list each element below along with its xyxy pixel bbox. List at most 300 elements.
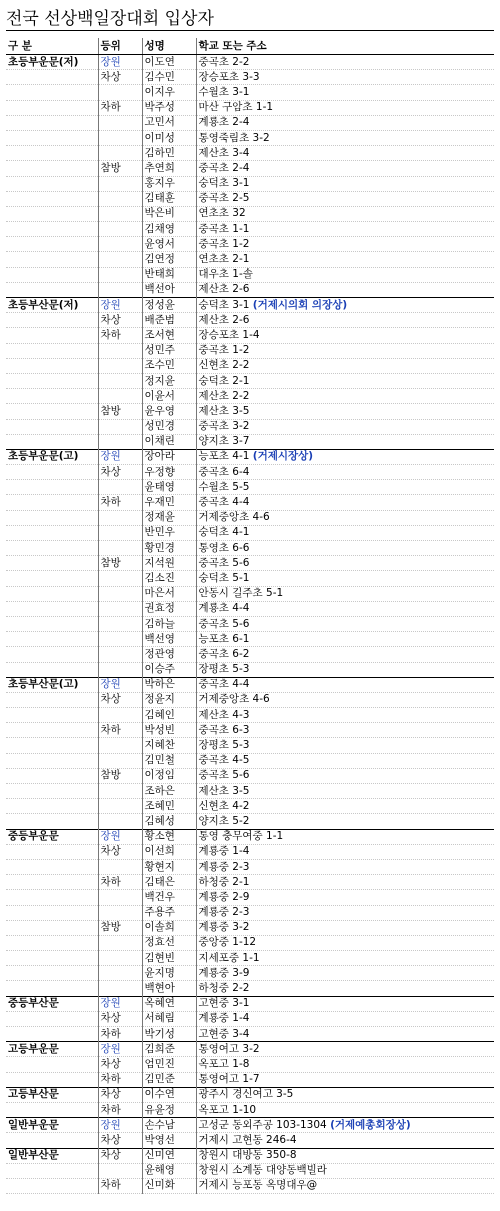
- school-cell: [196, 449, 494, 464]
- table-row: [6, 1102, 494, 1117]
- school-cell: [196, 632, 494, 647]
- name-cell: 이지우: [142, 85, 196, 100]
- rank-cell: [98, 480, 142, 495]
- table-row: [6, 951, 494, 966]
- category-cell: [6, 282, 98, 297]
- name-cell: 윤지명: [142, 966, 196, 981]
- school-text: 중앙중 1-12: [198, 936, 257, 949]
- school-text: 중곡초 1-1: [198, 222, 250, 235]
- category-cell: [6, 981, 98, 996]
- rank-cell: [98, 738, 142, 753]
- school-text: 계룡중 3-2: [198, 921, 250, 934]
- school-cell: [196, 905, 494, 920]
- name-cell: 김민철: [142, 753, 196, 768]
- rank-cell: 차상: [98, 1057, 142, 1072]
- name-cell: 이선희: [142, 844, 196, 859]
- category-cell: [6, 799, 98, 814]
- category-cell: [6, 130, 98, 145]
- name-cell: 신미화: [142, 1178, 196, 1193]
- name-cell: 우정향: [142, 465, 196, 480]
- rank-cell: [98, 647, 142, 662]
- rank-cell: [98, 373, 142, 388]
- school-text: 양지초 5-2: [198, 814, 250, 827]
- category-cell: [6, 905, 98, 920]
- school-cell: [196, 799, 494, 814]
- name-cell: 윤우영: [142, 404, 196, 419]
- school-cell: [196, 829, 494, 844]
- table-row: [6, 419, 494, 434]
- school-cell: [196, 1133, 494, 1148]
- award-note: (거제시장상): [252, 450, 314, 463]
- rank-cell: [98, 222, 142, 237]
- category-cell: [6, 267, 98, 282]
- page-title: 전국 선상백일장대회 입상자: [6, 9, 214, 29]
- rank-cell: 차상: [98, 1133, 142, 1148]
- school-cell: [196, 708, 494, 723]
- name-cell: 백선아: [142, 282, 196, 297]
- rank-cell: [98, 632, 142, 647]
- rank-cell: 차상: [98, 1148, 142, 1163]
- school-cell: [196, 875, 494, 890]
- rank-cell: [98, 616, 142, 631]
- school-cell: [196, 677, 494, 692]
- category-cell: [6, 434, 98, 449]
- table-row: [6, 282, 494, 297]
- category-cell: 초등부산문(고): [6, 677, 98, 692]
- category-cell: 고등부운문: [6, 1042, 98, 1057]
- name-cell: 김하늘: [142, 616, 196, 631]
- name-cell: 지혜찬: [142, 738, 196, 753]
- school-cell: [196, 328, 494, 343]
- rank-cell: [98, 951, 142, 966]
- school-cell: [196, 1118, 494, 1133]
- table-row: [6, 723, 494, 738]
- school-text: 중곡초 6-4: [198, 465, 250, 478]
- name-cell: 조서현: [142, 328, 196, 343]
- school-cell: [196, 844, 494, 859]
- table-row: [6, 343, 494, 358]
- table-row: [6, 495, 494, 510]
- name-cell: 정재윤: [142, 510, 196, 525]
- table-row: [6, 1027, 494, 1042]
- rank-cell: [98, 981, 142, 996]
- school-cell: [196, 267, 494, 282]
- school-cell: [196, 692, 494, 707]
- school-cell: [196, 784, 494, 799]
- name-cell: 정성윤: [142, 298, 196, 313]
- category-cell: [6, 146, 98, 161]
- rank-cell: 차하: [98, 723, 142, 738]
- table-row: [6, 571, 494, 586]
- rank-cell: [98, 146, 142, 161]
- school-cell: [196, 966, 494, 981]
- table-row: [6, 935, 494, 950]
- school-cell: [196, 146, 494, 161]
- school-cell: [196, 601, 494, 616]
- category-cell: [6, 252, 98, 267]
- school-text: 장승포초 1-4: [198, 328, 260, 341]
- table-row: [6, 206, 494, 221]
- name-cell: 박기성: [142, 1027, 196, 1042]
- category-cell: [6, 1027, 98, 1042]
- school-cell: [196, 723, 494, 738]
- school-text: 중곡초 4-5: [198, 754, 250, 767]
- school-cell: [196, 55, 494, 70]
- school-text: 계룡초 2-4: [198, 116, 250, 129]
- name-cell: 이솔희: [142, 920, 196, 935]
- school-text: 중곡초 1-2: [198, 237, 250, 250]
- school-text: 하청중 2-2: [198, 982, 250, 995]
- rank-cell: [98, 935, 142, 950]
- table-row: [6, 100, 494, 115]
- name-cell: 성민주: [142, 343, 196, 358]
- name-cell: 백건우: [142, 890, 196, 905]
- school-text: 장평초 5-3: [198, 663, 250, 676]
- school-text: 제산초 3-5: [198, 404, 250, 417]
- table-row: [6, 1148, 494, 1163]
- category-cell: [6, 571, 98, 586]
- category-cell: [6, 875, 98, 890]
- category-cell: 초등부운문(저): [6, 55, 98, 70]
- header-name: 성명: [142, 38, 196, 55]
- school-cell: [196, 1087, 494, 1102]
- name-cell: 이수연: [142, 1087, 196, 1102]
- category-cell: [6, 161, 98, 176]
- category-cell: [6, 951, 98, 966]
- name-cell: 김혜성: [142, 814, 196, 829]
- school-cell: [196, 389, 494, 404]
- table-row: [6, 753, 494, 768]
- school-cell: [196, 768, 494, 783]
- school-cell: [196, 85, 494, 100]
- school-cell: [196, 1163, 494, 1178]
- school-cell: [196, 222, 494, 237]
- rank-cell: [98, 434, 142, 449]
- rank-cell: [98, 525, 142, 540]
- school-text: 하청중 2-1: [198, 875, 250, 888]
- rank-cell: 차상: [98, 70, 142, 85]
- header-category: 구 분: [6, 38, 98, 55]
- school-cell: [196, 556, 494, 571]
- school-text: 제산초 2-2: [198, 389, 250, 402]
- table-row: [6, 784, 494, 799]
- category-cell: 초등부운문(고): [6, 449, 98, 464]
- table-row: [6, 85, 494, 100]
- school-cell: [196, 1178, 494, 1193]
- rank-cell: [98, 586, 142, 601]
- name-cell: 반태희: [142, 267, 196, 282]
- school-cell: [196, 1011, 494, 1026]
- table-row: [6, 1072, 494, 1087]
- school-text: 거제시 고현동 246-4: [198, 1133, 297, 1146]
- name-cell: 김채영: [142, 222, 196, 237]
- table-row: [6, 115, 494, 130]
- school-cell: [196, 206, 494, 221]
- table-row: [6, 465, 494, 480]
- name-cell: 윤해영: [142, 1163, 196, 1178]
- school-text: 숭덕초 5-1: [198, 571, 250, 584]
- category-cell: [6, 313, 98, 328]
- category-cell: [6, 373, 98, 388]
- rank-cell: 차하: [98, 100, 142, 115]
- rank-cell: 장원: [98, 996, 142, 1011]
- school-cell: [196, 465, 494, 480]
- school-text: 중곡초 2-2: [198, 55, 250, 68]
- name-cell: 조하은: [142, 784, 196, 799]
- rank-cell: 차상: [98, 844, 142, 859]
- school-cell: [196, 1148, 494, 1163]
- category-cell: [6, 844, 98, 859]
- rank-cell: [98, 85, 142, 100]
- rank-cell: 장원: [98, 677, 142, 692]
- rank-cell: [98, 419, 142, 434]
- category-cell: [6, 541, 98, 556]
- category-cell: [6, 480, 98, 495]
- school-text: 거제중앙초 4-6: [198, 511, 270, 524]
- name-cell: 박하은: [142, 677, 196, 692]
- school-cell: [196, 616, 494, 631]
- school-text: 고현중 3-1: [198, 997, 250, 1010]
- award-note: (거제예총회장상): [330, 1118, 411, 1131]
- category-cell: [6, 85, 98, 100]
- rank-cell: [98, 176, 142, 191]
- name-cell: 김태훈: [142, 191, 196, 206]
- name-cell: 김연정: [142, 252, 196, 267]
- table-row: [6, 55, 494, 70]
- school-text: 계룡중 1-4: [198, 1012, 250, 1025]
- name-cell: 장아라: [142, 449, 196, 464]
- rank-cell: 차상: [98, 465, 142, 480]
- school-cell: [196, 373, 494, 388]
- table-row: [6, 404, 494, 419]
- rank-cell: 장원: [98, 55, 142, 70]
- school-cell: [196, 859, 494, 874]
- name-cell: 정관영: [142, 647, 196, 662]
- table-row: [6, 480, 494, 495]
- category-cell: [6, 1133, 98, 1148]
- rank-cell: [98, 206, 142, 221]
- name-cell: 김희준: [142, 1042, 196, 1057]
- school-text: 숭덕초 3-1: [198, 177, 250, 190]
- school-text: 중곡초 3-2: [198, 420, 250, 433]
- rank-cell: [98, 799, 142, 814]
- rank-cell: [98, 510, 142, 525]
- rank-cell: [98, 389, 142, 404]
- table-row: [6, 252, 494, 267]
- school-text: 계룡중 2-9: [198, 890, 250, 903]
- name-cell: 정효선: [142, 935, 196, 950]
- rank-cell: 차상: [98, 1087, 142, 1102]
- table-row: [6, 146, 494, 161]
- school-text: 통영 충무여중 1-1: [198, 830, 284, 843]
- school-cell: [196, 100, 494, 115]
- rank-cell: 차상: [98, 313, 142, 328]
- rank-cell: [98, 191, 142, 206]
- category-cell: [6, 206, 98, 221]
- rank-cell: 장원: [98, 829, 142, 844]
- name-cell: 손수남: [142, 1118, 196, 1133]
- name-cell: 박영선: [142, 1133, 196, 1148]
- table-row: [6, 541, 494, 556]
- school-text: 중곡초 5-6: [198, 556, 250, 569]
- name-cell: 김민준: [142, 1072, 196, 1087]
- category-cell: [6, 70, 98, 85]
- category-cell: [6, 586, 98, 601]
- name-cell: 김혜인: [142, 708, 196, 723]
- school-text: 거제시 능포동 옥명대우@: [198, 1179, 318, 1192]
- name-cell: 이미성: [142, 130, 196, 145]
- rank-cell: 차하: [98, 1102, 142, 1117]
- school-cell: [196, 1027, 494, 1042]
- category-cell: [6, 814, 98, 829]
- rank-cell: 장원: [98, 1118, 142, 1133]
- rank-cell: [98, 571, 142, 586]
- rank-cell: [98, 753, 142, 768]
- school-cell: [196, 1102, 494, 1117]
- rank-cell: [98, 784, 142, 799]
- table-row: [6, 70, 494, 85]
- school-text: 양지초 3-7: [198, 435, 250, 448]
- school-cell: [196, 480, 494, 495]
- category-cell: [6, 935, 98, 950]
- rank-cell: [98, 358, 142, 373]
- table-row: [6, 222, 494, 237]
- table-row: [6, 328, 494, 343]
- table-row: [6, 1042, 494, 1057]
- category-cell: [6, 358, 98, 373]
- category-cell: 초등부산문(저): [6, 298, 98, 313]
- table-row: [6, 966, 494, 981]
- school-text: 수월초 5-5: [198, 480, 250, 493]
- category-cell: [6, 1057, 98, 1072]
- school-text: 통영죽림초 3-2: [198, 131, 270, 144]
- name-cell: 유윤정: [142, 1102, 196, 1117]
- school-text: 제산초 4-3: [198, 708, 250, 721]
- category-cell: 고등부산문: [6, 1087, 98, 1102]
- rank-cell: 장원: [98, 298, 142, 313]
- school-text: 옥포고 1-10: [198, 1103, 257, 1116]
- school-text: 연초초 32: [198, 207, 246, 220]
- name-cell: 백현아: [142, 981, 196, 996]
- rank-cell: [98, 1163, 142, 1178]
- rank-cell: 차하: [98, 1178, 142, 1193]
- category-cell: [6, 616, 98, 631]
- rank-cell: 차하: [98, 875, 142, 890]
- name-cell: 김현빈: [142, 951, 196, 966]
- name-cell: 이채린: [142, 434, 196, 449]
- category-cell: [6, 859, 98, 874]
- table-row: [6, 844, 494, 859]
- category-cell: [6, 1011, 98, 1026]
- school-text: 숭덕초 4-1: [198, 526, 250, 539]
- school-cell: [196, 404, 494, 419]
- rank-cell: [98, 252, 142, 267]
- rank-cell: [98, 708, 142, 723]
- school-text: 능포초 6-1: [198, 632, 250, 645]
- rank-cell: 차상: [98, 1011, 142, 1026]
- category-cell: [6, 723, 98, 738]
- rank-cell: 차하: [98, 328, 142, 343]
- name-cell: 반민우: [142, 525, 196, 540]
- school-text: 숭덕초 2-1: [198, 374, 250, 387]
- rank-cell: [98, 115, 142, 130]
- name-cell: 우재민: [142, 495, 196, 510]
- name-cell: 이윤서: [142, 389, 196, 404]
- school-cell: [196, 282, 494, 297]
- school-text: 계룡중 2-3: [198, 906, 250, 919]
- category-cell: [6, 662, 98, 677]
- table-row: [6, 358, 494, 373]
- table-row: [6, 130, 494, 145]
- rank-cell: [98, 343, 142, 358]
- rank-cell: 참방: [98, 161, 142, 176]
- name-cell: 주용주: [142, 905, 196, 920]
- table-row: [6, 768, 494, 783]
- rank-cell: [98, 237, 142, 252]
- table-row: [6, 799, 494, 814]
- school-cell: [196, 115, 494, 130]
- category-cell: [6, 920, 98, 935]
- school-text: 신현초 2-2: [198, 359, 250, 372]
- school-text: 숭덕초 3-1: [198, 298, 253, 311]
- rank-cell: [98, 859, 142, 874]
- category-cell: [6, 176, 98, 191]
- table-row: [6, 525, 494, 540]
- name-cell: 황현지: [142, 859, 196, 874]
- table-row: [6, 237, 494, 252]
- school-cell: [196, 161, 494, 176]
- school-cell: [196, 814, 494, 829]
- table-row: [6, 449, 494, 464]
- table-row: [6, 1087, 494, 1102]
- title-divider: [6, 30, 494, 31]
- rank-cell: [98, 814, 142, 829]
- winners-table: [6, 38, 494, 1194]
- category-cell: [6, 768, 98, 783]
- school-cell: [196, 981, 494, 996]
- table-body: [6, 55, 494, 1194]
- category-cell: [6, 632, 98, 647]
- school-cell: [196, 935, 494, 950]
- table-row: [6, 1118, 494, 1133]
- category-cell: [6, 100, 98, 115]
- school-text: 능포초 4-1: [198, 450, 253, 463]
- header-school: 학교 또는 주소: [196, 38, 494, 55]
- name-cell: 추연희: [142, 161, 196, 176]
- name-cell: 정윤지: [142, 692, 196, 707]
- school-cell: [196, 70, 494, 85]
- category-cell: [6, 1072, 98, 1087]
- table-row: [6, 373, 494, 388]
- table-header-row: [6, 38, 494, 55]
- school-text: 통영초 6-6: [198, 541, 250, 554]
- table-row: [6, 920, 494, 935]
- school-text: 중곡초 1-2: [198, 344, 250, 357]
- table-row: [6, 1163, 494, 1178]
- school-cell: [196, 738, 494, 753]
- school-cell: [196, 237, 494, 252]
- category-cell: 일반부산문: [6, 1148, 98, 1163]
- school-text: 중곡초 6-3: [198, 723, 250, 736]
- table-row: [6, 829, 494, 844]
- table-row: [6, 996, 494, 1011]
- table-row: [6, 677, 494, 692]
- school-cell: [196, 343, 494, 358]
- table-row: [6, 586, 494, 601]
- name-cell: 조혜민: [142, 799, 196, 814]
- school-text: 대우초 1-솔: [198, 268, 253, 281]
- school-text: 창원시 소계동 대양동백빌라: [198, 1164, 327, 1177]
